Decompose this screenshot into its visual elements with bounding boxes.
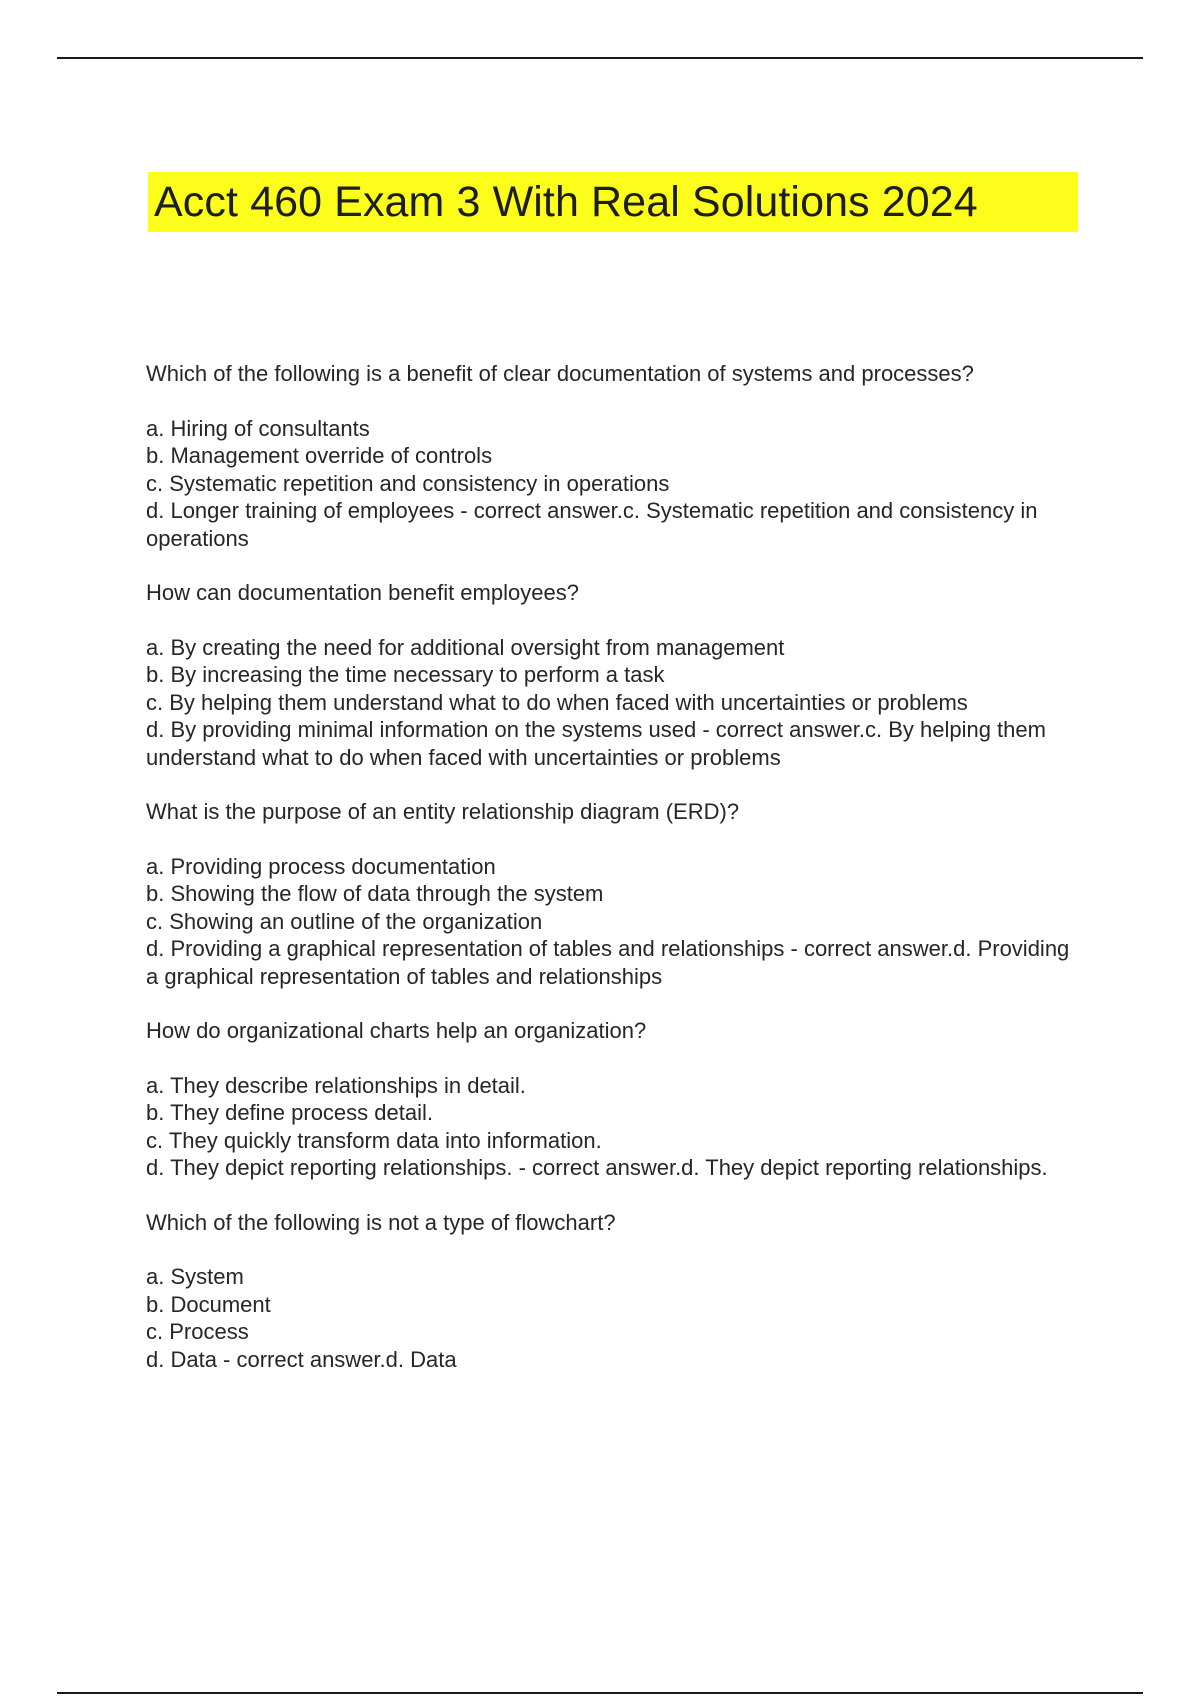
question-text: Which of the following is not a type of flowchart?	[146, 1209, 616, 1235]
question-block-4	[146, 1017, 1076, 1182]
option-c: c. By helping them understand what to do when faced with uncertainties or problems	[146, 689, 968, 715]
question-text: What is the purpose of an entity relationship diagram (ERD)?	[146, 799, 740, 824]
option-d-with-answer: d. Providing a graphical representation of tables and relationships - correct answer.d. Providing a graphical representation of tables and relationships	[146, 936, 1070, 989]
option-d-with-answer: d. Longer training of employees - correct answer.c. Systematic repetition and consistency in operations	[146, 498, 1038, 551]
question-block-2	[146, 579, 1076, 771]
question-block-1	[146, 360, 1076, 552]
answer-options	[146, 1072, 1076, 1182]
page-title: Acct 460 Exam 3 With Real Solutions 2024	[154, 177, 978, 226]
option-a: a. Hiring of consultants	[146, 415, 370, 441]
answer-options	[146, 415, 1076, 553]
question-text: How can documentation benefit employees?	[146, 580, 579, 605]
option-c: c. Showing an outline of the organization	[146, 908, 543, 934]
option-b: b. Showing the flow of data through the system	[146, 881, 604, 906]
option-c: c. Systematic repetition and consistency in operations	[146, 470, 670, 496]
option-b: b. Management override of controls	[146, 443, 493, 468]
option-b: b. By increasing the time necessary to perform a task	[146, 662, 665, 687]
option-c: c. They quickly transform data into information.	[146, 1127, 602, 1153]
title-highlight	[148, 172, 1078, 232]
question-text: Which of the following is a benefit of clear documentation of systems and processes?	[146, 361, 974, 386]
option-c: c. Process	[146, 1319, 249, 1344]
option-d-with-answer: d. They depict reporting relationships. - correct answer.d. They depict reporting relationships.	[146, 1155, 1048, 1180]
option-b: b. They define process detail.	[146, 1100, 433, 1125]
bottom-rule	[57, 1692, 1143, 1694]
answer-options	[146, 634, 1076, 772]
option-b: b. Document	[146, 1291, 271, 1317]
question-list	[146, 360, 1076, 1400]
answer-options	[146, 1263, 1076, 1373]
option-a: a. System	[146, 1264, 244, 1289]
option-d-with-answer: d. Data - correct answer.d. Data	[146, 1346, 457, 1372]
option-d-with-answer: d. By providing minimal information on the systems used - correct answer.c. By helping them understand what to do when faced with uncertainties or problems	[146, 717, 1046, 770]
option-a: a. Providing process documentation	[146, 853, 496, 879]
question-block-3	[146, 798, 1076, 990]
question-block-5	[146, 1209, 1076, 1374]
option-a: a. They describe relationships in detail.	[146, 1072, 526, 1098]
option-a: a. By creating the need for additional oversight from management	[146, 634, 785, 660]
question-text: How do organizational charts help an organization?	[146, 1018, 647, 1043]
top-rule	[57, 57, 1143, 59]
answer-options	[146, 853, 1076, 991]
